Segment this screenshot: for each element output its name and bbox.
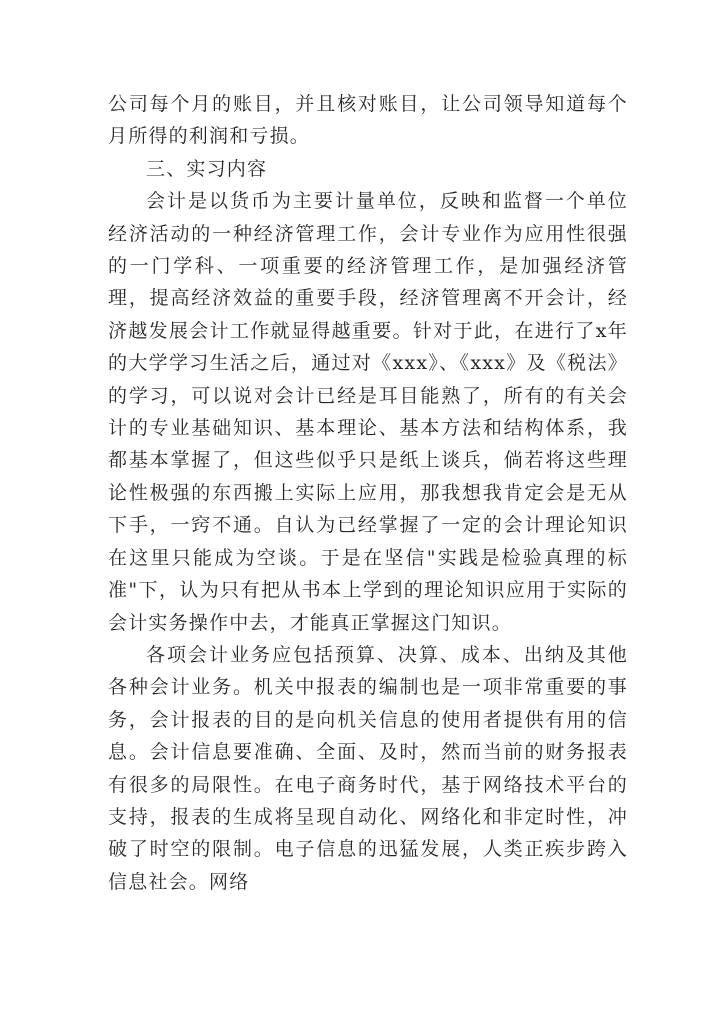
paragraph-accounting-business: 各项会计业务应包括预算、决算、成本、出纳及其他各种会计业务。机关中报表的编制也是一项非常重要的事务，会计报表的目的是向机关信息的使用者提供有用的信息。会计信息要准确、全面、及时，然而当前的财务报表有很多的局限性。在电子商务时代，基于网络技术平台的支持，报表的生成将呈现自动化、网络化和非定时性，冲破了时空的限制。电子信息的迅猛发展，人类正疾步跨入信息社会。网络 bbox=[108, 643, 628, 893]
paragraph-continuation: 公司每个月的账目，并且核对账目，让公司领导知道每个月所得的利润和亏损。 bbox=[108, 93, 628, 148]
document-body bbox=[108, 88, 628, 898]
section-heading: 三、实习内容 bbox=[146, 157, 268, 180]
paragraph-internship-content: 会计是以货币为主要计量单位，反映和监督一个单位经济活动的一种经济管理工作，会计专业作为应用性很强的一门学科、一项重要的经济管理工作，是加强经济管理，提高经济效益的重要手段，经济管理离不开会计，经济越发展会计工作就显得越重要。针对于此，在进行了x年的大学学习生活之后，通过对《xxx》、《xxx》及《税法》的学习，可以说对会计已经是耳目能熟了，所有的有关会计的专业基础知识、基本理论、基本方法和结构体系，我都基本掌握了，但这些似乎只是纸上谈兵，倘若将这些理论性极强的东西搬上实际上应用，那我想我肯定会是无从下手，一窍不通。自认为已经掌握了一定的会计理论知识在这里只能成为空谈。于是在坚信"实践是检验真理的标准"下，认为只有把从书本上学到的理论知识应用于实际的会计实务操作中去，才能真正掌握这门知识。 bbox=[108, 190, 628, 634]
